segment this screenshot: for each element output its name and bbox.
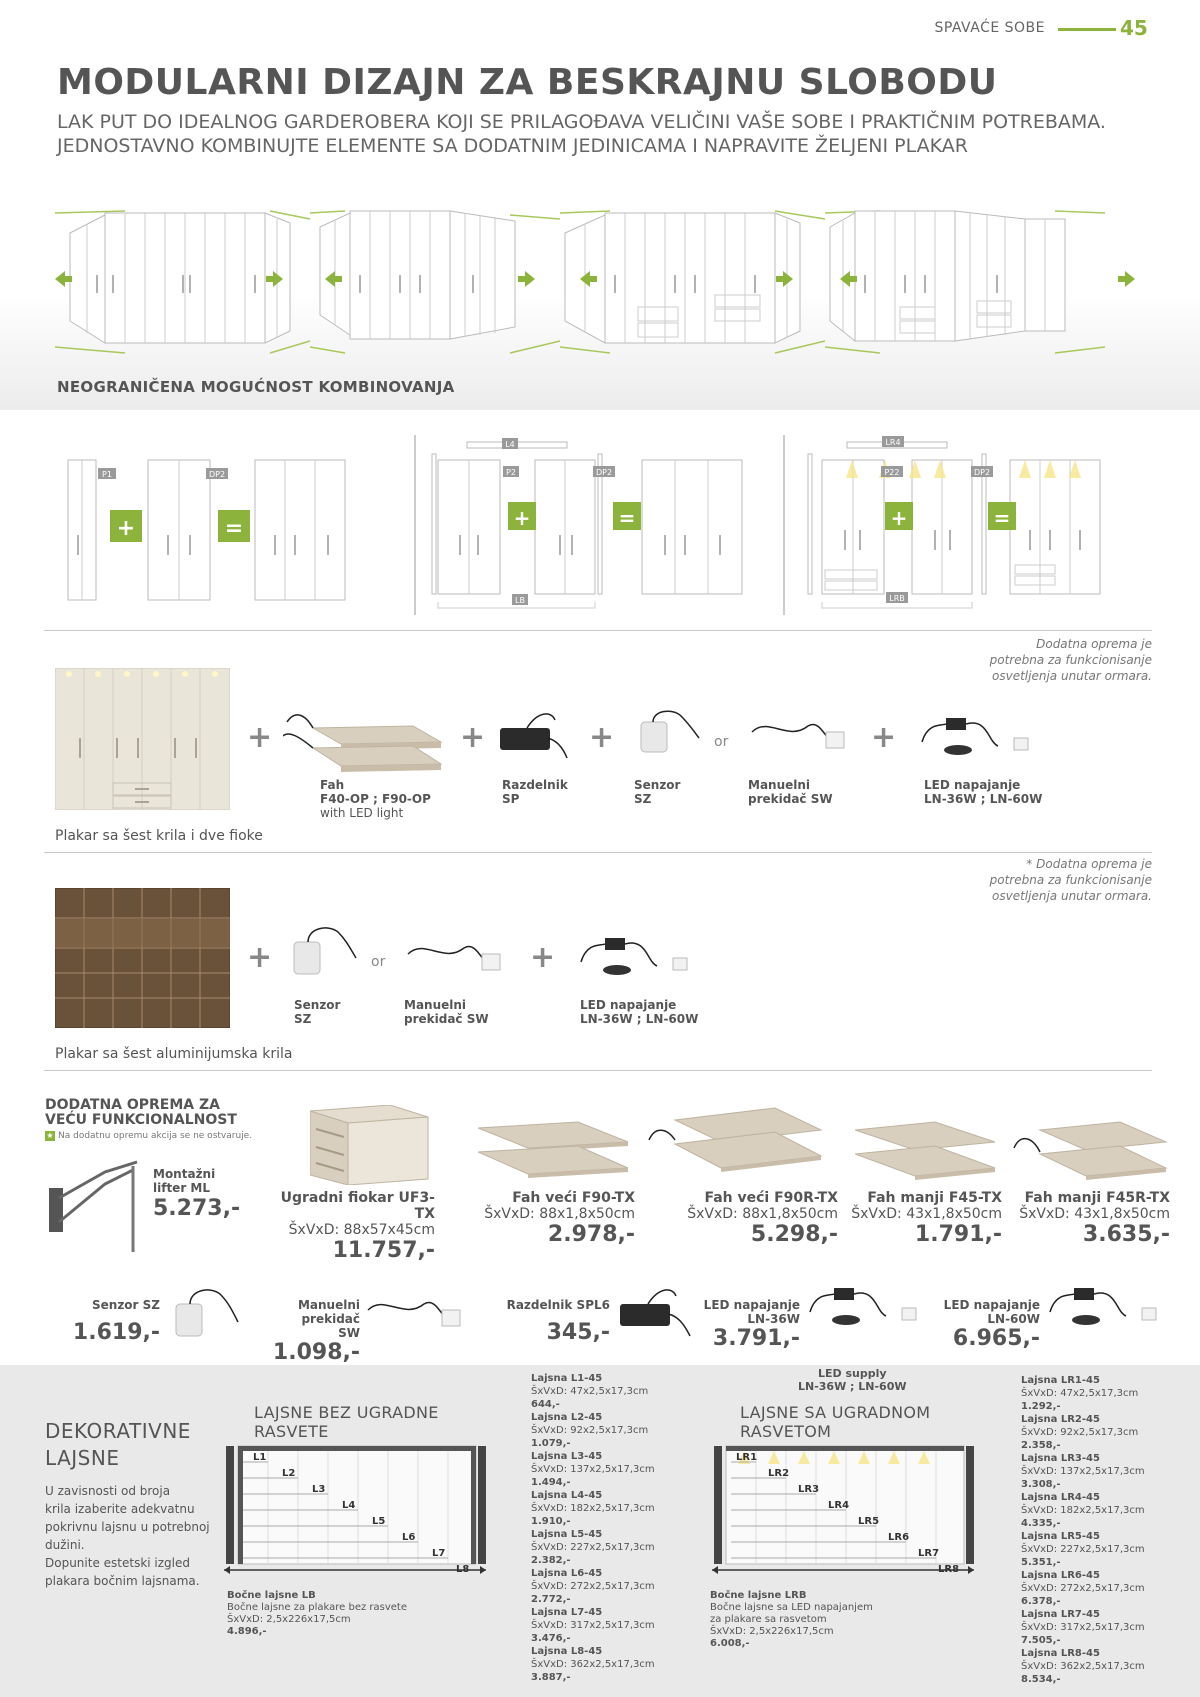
tag-lr6: LR6 (888, 1532, 910, 1543)
list-item: Lajsna LR7-45 ŠxVxD: 317x2,5x17,3cm 7.505,- (1021, 1609, 1145, 1646)
fah-label: Fah F40-OP ; F90-OP with LED light (320, 778, 431, 820)
decor-title: DEKORATIVNE LAJSNE (45, 1419, 191, 1470)
list-item: Lajsna L8-45 ŠxVxD: 362x2,5x17,3cm 3.887,- (531, 1646, 655, 1683)
tag-lr3: LR3 (798, 1484, 820, 1495)
led-power-supply-image (1046, 1282, 1170, 1336)
section-label: SPAVAĆE SOBE (934, 20, 1045, 36)
senzor-label: Senzor SZ (294, 998, 341, 1026)
list-item: Lajsna L2-45 ŠxVxD: 92x2,5x17,3cm 1.079,- (531, 1412, 649, 1449)
list-item: Lajsna LR5-45 ŠxVxD: 227x2,5x17,3cm 5.351,- (1021, 1531, 1145, 1568)
product-shelf-f45: Fah manji F45-TX ŠxVxD: 43x1,8x50cm 1.791,- (851, 1190, 1002, 1247)
list-item: Lajsna LR3-45 ŠxVxD: 137x2,5x17,3cm 3.308,- (1021, 1453, 1145, 1490)
lr-molding-list (1021, 1374, 1145, 1686)
shelf-small-image (855, 1112, 1000, 1184)
product-led-60w: LED napajanje LN-60W 6.965,- (943, 1298, 1040, 1351)
divider (44, 630, 1152, 631)
row1-caption: Plakar sa šest krila i dve fioke (55, 828, 263, 844)
tag-l6: L6 (402, 1532, 416, 1543)
star-icon: ★ (46, 1131, 54, 1140)
light-molding-diagram (708, 1442, 978, 1582)
shelf-small-led-image (1010, 1112, 1170, 1184)
tag-lb: LB (515, 596, 525, 605)
tag-lr7: LR7 (918, 1548, 940, 1559)
nolight-heading: LAJSNE BEZ UGRADNE RASVETE (254, 1403, 439, 1441)
tag-l3: L3 (312, 1484, 326, 1495)
equals-sign: = (993, 506, 1011, 530)
tag-l7: L7 (432, 1548, 446, 1559)
led-supply-label: LED supply LN-36W ; LN-60W (798, 1367, 907, 1393)
header-rule (1058, 28, 1116, 31)
lighting-note: * Dodatna oprema je potrebna za funkcionisanje osvetljenja unutar ormara. (989, 857, 1152, 903)
plus-sign: + (530, 940, 556, 975)
manual-switch-image (364, 1290, 474, 1340)
led-power-supply-image (918, 712, 1042, 766)
divider (44, 852, 1152, 853)
page-number: 45 (1120, 16, 1148, 40)
product-shelf-f90r: Fah veći F90R-TX ŠxVxD: 88x1,8x50cm 5.298,- (687, 1190, 838, 1247)
or-text: or (714, 734, 729, 750)
combination-diagrams (60, 430, 1170, 620)
senzor-label: Senzor SZ (634, 778, 681, 806)
decor-text: U zavisnosti od broja krila izaberite adekvatnu pokrivnu lajsnu u potrebnoj dužini. Dopunite estetski izgled plakara bočnim lajsnama. (45, 1484, 210, 1588)
divider (44, 1070, 1152, 1071)
equals-sign: = (224, 516, 244, 541)
light-heading: LAJSNE SA UGRADNOM RASVETOM (740, 1403, 931, 1441)
tag-l1: L1 (253, 1452, 267, 1463)
or-text: or (371, 954, 386, 970)
led-label: LED napajanje LN-36W ; LN-60W (580, 998, 699, 1026)
plus-sign: + (247, 720, 273, 755)
wardrobe-lifter-image (45, 1152, 145, 1257)
distributor-image (497, 708, 569, 760)
subtitle-line-2: JEDNOSTAVNO KOMBINUJTE ELEMENTE SA DODATNIM JEDINICAMA I NAPRAVITE ŽELJENI PLAKAR (57, 135, 968, 157)
side-molding-lrb: Bočne lajsne LRB Bočne lajsne sa LED napajanjem za plakare sa rasvetom ŠxVxD: 2,5x226x17,5cm 6.008,- (710, 1590, 873, 1649)
drawer-unit-image (310, 1105, 430, 1185)
plus-sign: + (890, 506, 908, 530)
product-drawer-unit: Ugradni fiokar UF3-TX ŠxVxD: 88x57x45cm 11.757,- (280, 1190, 435, 1263)
wardrobe-layout-illustrations (55, 205, 1155, 355)
list-item: Lajsna LR4-45 ŠxVxD: 182x2,5x17,3cm 4.335,- (1021, 1492, 1145, 1529)
list-item: Lajsna L3-45 ŠxVxD: 137x2,5x17,3cm 1.494,- (531, 1451, 655, 1488)
tag-dp2: DP2 (595, 468, 613, 477)
sensor-image (633, 706, 703, 762)
distributor-image (618, 1284, 694, 1340)
shelf-with-led-image (283, 708, 445, 784)
tag-p2: P2 (506, 468, 516, 477)
tag-lr2: LR2 (768, 1468, 790, 1479)
extras-title: DODATNA OPREMA ZA VEĆU FUNKCIONALNOST (45, 1097, 237, 1128)
shelf-large-led-image (645, 1100, 825, 1182)
nolight-molding-diagram (220, 1442, 490, 1582)
list-item: Lajsna LR8-45 ŠxVxD: 362x2,5x17,3cm 8.534,- (1021, 1648, 1145, 1685)
l-molding-list (531, 1372, 655, 1684)
lifter-label: Montažni lifter ML (153, 1167, 216, 1195)
combinations-heading: NEOGRANIČENA MOGUĆNOST KOMBINOVANJA (57, 378, 455, 396)
product-sensor: Senzor SZ 1.619,- (72, 1298, 160, 1345)
tag-l4: L4 (505, 440, 515, 449)
shelf-large-image (478, 1112, 638, 1182)
tag-dp2: DP2 (208, 470, 226, 479)
wardrobe-six-doors-image (55, 668, 230, 810)
page-subtitle (57, 110, 1157, 158)
product-led-36w: LED napajanje LN-36W 3.791,- (703, 1298, 800, 1351)
razdelnik-label: Razdelnik SP (502, 778, 568, 806)
list-item: Lajsna LR2-45 ŠxVxD: 92x2,5x17,3cm 2.358,- (1021, 1414, 1139, 1451)
manuelni-label: Manuelni prekidač SW (404, 998, 489, 1026)
tag-lr1: LR1 (736, 1452, 758, 1463)
list-item: Lajsna L5-45 ŠxVxD: 227x2,5x17,3cm 2.382,- (531, 1529, 655, 1566)
plus-sign: + (247, 940, 273, 975)
list-item: Lajsna L6-45 ŠxVxD: 272x2,5x17,3cm 2.772,- (531, 1568, 655, 1605)
tag-l8: L8 (456, 1564, 470, 1575)
side-molding-lb: Bočne lajsne LB Bočne lajsne za plakare bez rasvete ŠxVxD: 2,5x226x17,5cm 4.896,- (227, 1590, 408, 1637)
list-item: Lajsna L1-45 ŠxVxD: 47x2,5x17,3cm 644,- (531, 1373, 649, 1410)
product-distributor: Razdelnik SPL6 345,- (506, 1298, 610, 1345)
page-title: MODULARNI DIZAJN ZA BESKRAJNU SLOBODU (57, 62, 998, 103)
sensor-image (170, 1282, 240, 1346)
led-power-supply-image (806, 1282, 930, 1336)
product-manual-switch: Manuelni prekidač SW 1.098,- (272, 1298, 360, 1365)
tag-lr4: LR4 (885, 438, 901, 447)
row2-caption: Plakar sa šest aluminijumska krila (55, 1046, 293, 1062)
manual-switch-image (404, 934, 504, 984)
tag-dp2: DP2 (973, 468, 991, 477)
plus-sign: + (589, 720, 615, 755)
sensor-image (290, 922, 360, 982)
list-item: Lajsna LR6-45 ŠxVxD: 272x2,5x17,3cm 6.378,- (1021, 1570, 1145, 1607)
lighting-note: Dodatna oprema je potrebna za funkcionisanje osvetljenja unutar ormara. (989, 637, 1152, 683)
tag-l4: L4 (342, 1500, 356, 1511)
manual-switch-image (748, 712, 848, 762)
tag-lr4: LR4 (828, 1500, 850, 1511)
plus-sign: + (460, 720, 486, 755)
subtitle-line-1: LAK PUT DO IDEALNOG GARDEROBERA KOJI SE PRILAGOĐAVA VELIČINI VAŠE SOBE I PRAKTIČNIM POTREBAMA. (57, 111, 1106, 133)
wardrobe-aluminium-doors-image (55, 888, 230, 1028)
tag-p1: P1 (102, 470, 112, 479)
tag-lrb: LRB (889, 594, 905, 603)
tag-l5: L5 (372, 1516, 386, 1527)
tag-p22: P22 (884, 468, 900, 477)
lifter-price: 5.273,- (153, 1196, 241, 1221)
led-power-supply-image (577, 932, 701, 986)
tag-l2: L2 (282, 1468, 296, 1479)
tag-lr5: LR5 (858, 1516, 880, 1527)
equals-sign: = (618, 506, 636, 530)
list-item: Lajsna L7-45 ŠxVxD: 317x2,5x17,3cm 3.476,- (531, 1607, 655, 1644)
product-shelf-f90: Fah veći F90-TX ŠxVxD: 88x1,8x50cm 2.978,- (484, 1190, 635, 1247)
plus-sign: + (871, 720, 897, 755)
plus-sign: + (513, 506, 531, 530)
manuelni-label: Manuelni prekidač SW (748, 778, 833, 806)
list-item: Lajsna L4-45 ŠxVxD: 182x2,5x17,3cm 1.910,- (531, 1490, 655, 1527)
plus-sign: + (116, 516, 136, 541)
extras-note: ★ Na dodatnu opremu akcija se ne ostvaruje. (46, 1131, 253, 1141)
tag-lr8: LR8 (938, 1564, 960, 1575)
product-shelf-f45r: Fah manji F45R-TX ŠxVxD: 43x1,8x50cm 3.635,- (1019, 1190, 1170, 1247)
led-label: LED napajanje LN-36W ; LN-60W (924, 778, 1043, 806)
list-item: Lajsna LR1-45 ŠxVxD: 47x2,5x17,3cm 1.292,- (1021, 1375, 1139, 1412)
